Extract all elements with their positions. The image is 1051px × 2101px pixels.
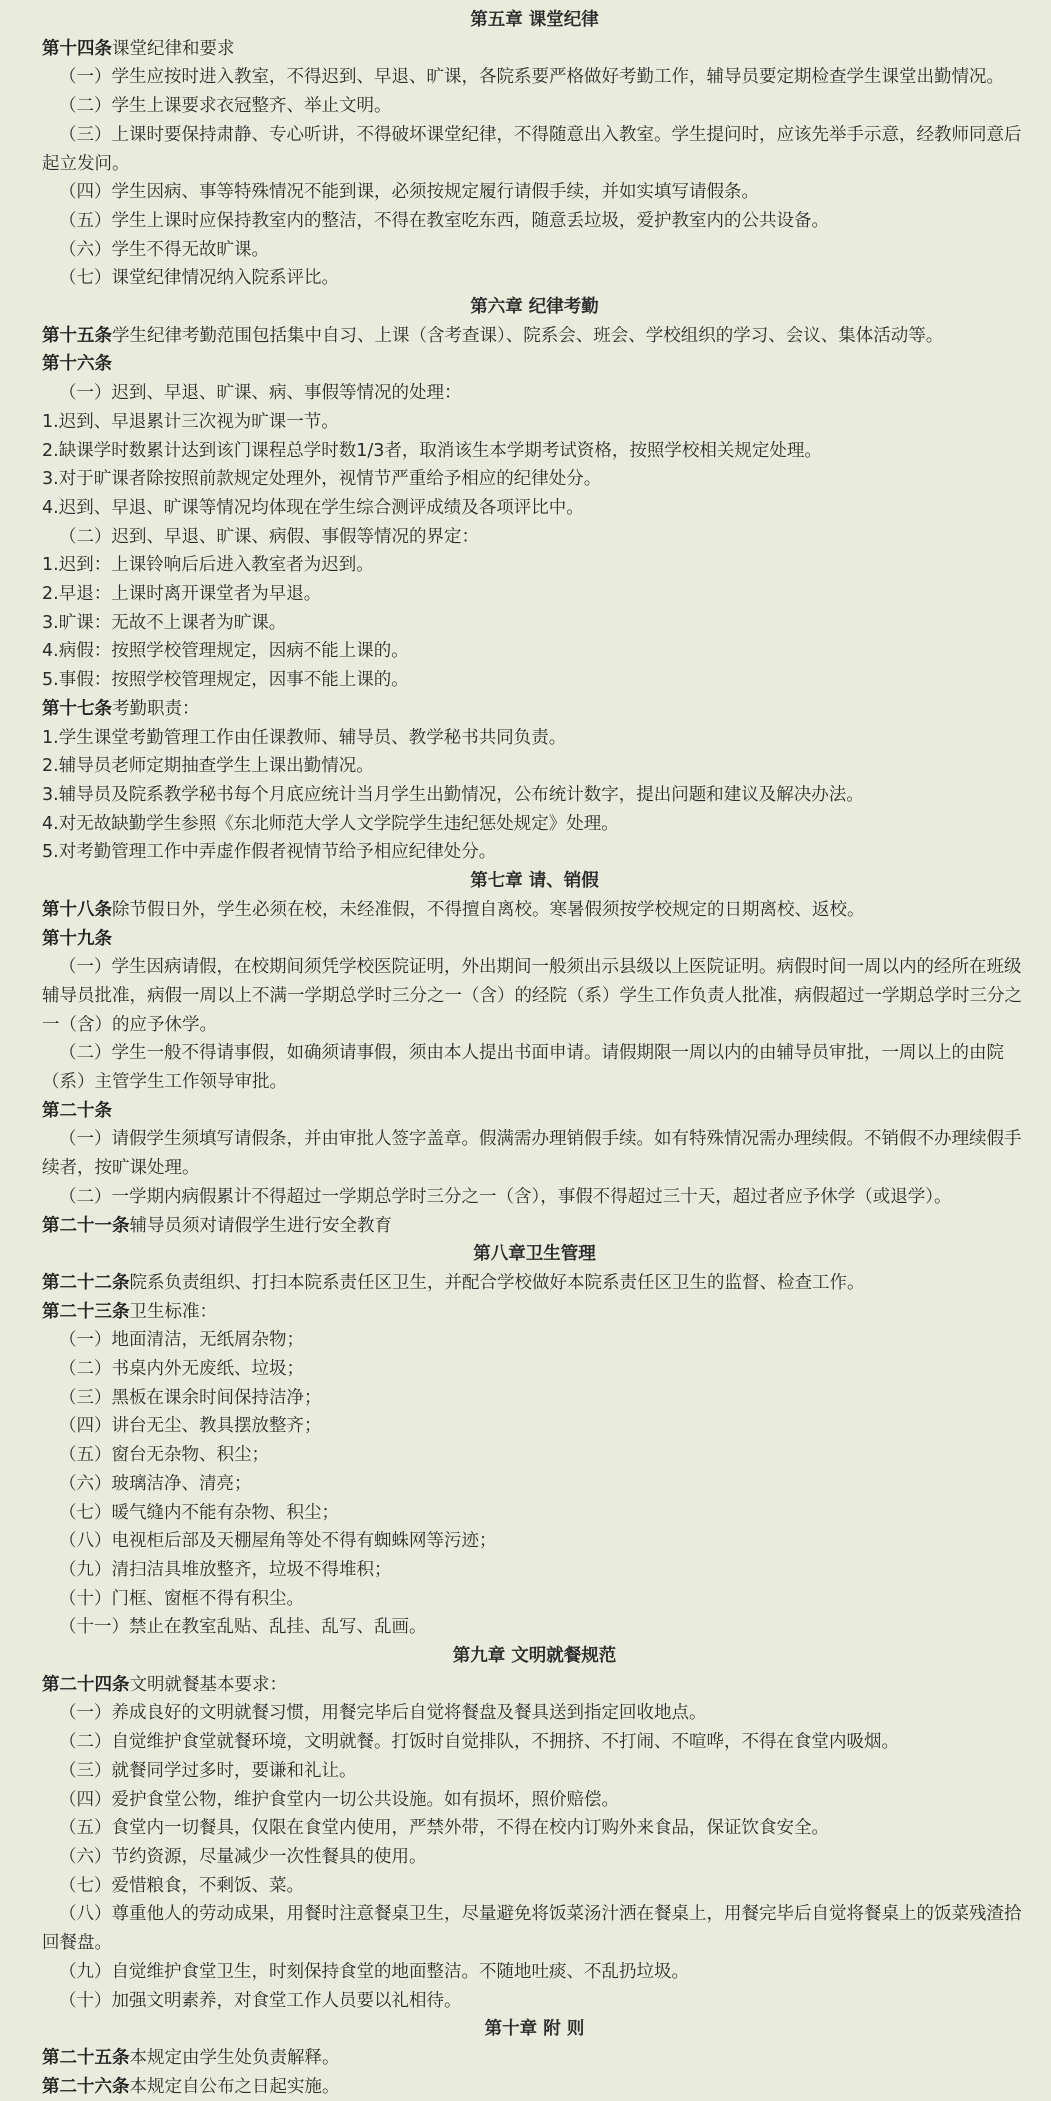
article-label: 第二十三条 <box>42 1301 130 1322</box>
article-text: 辅导员须对请假学生进行安全教育 <box>129 1215 392 1236</box>
clause-item: （八）电视柜后部及天棚屋角等处不得有蜘蛛网等污迹； <box>59 1531 497 1552</box>
clause-paragraph: （二）学生一般不得请事假，如确须请事假，须由本人提出书面申请。请假期限一周以内的由辅导员审批，一周以上的由院（系）主管学生工作领导审批。 <box>42 1043 1004 1093</box>
clause-item: （二）迟到、早退、旷课、病假、事假等情况的界定： <box>59 526 479 547</box>
article-text: 本规定由学生处负责解释。 <box>129 2047 340 2068</box>
article-label: 第十四条 <box>42 38 112 59</box>
article-label: 第二十六条 <box>42 2076 130 2097</box>
article-label: 第十八条 <box>42 899 112 920</box>
article-text: 院系负责组织、打扫本院系责任区卫生，并配合学校做好本院系责任区卫生的监督、检查工作。 <box>129 1272 865 1293</box>
article-text: 卫生标准： <box>129 1301 217 1322</box>
article-text: 课堂纪律和要求 <box>112 38 235 59</box>
chapter-heading: 第九章 文明就餐规范 <box>452 1646 617 1667</box>
clause-paragraph: （八）尊重他人的劳动成果，用餐时注意餐桌卫生，尽量避免将饭菜汤汁洒在餐桌上，用餐完毕后自觉将餐桌上的饭菜残渣拾回餐盘。 <box>42 1904 1022 1954</box>
article-label: 第二十二条 <box>42 1272 130 1293</box>
clause-item: （二）一学期内病假累计不得超过一学期总学时三分之一（含），事假不得超过三十天，超过者应予休学（或退学）。 <box>59 1186 952 1207</box>
article-label: 第十七条 <box>42 698 112 719</box>
article-line <box>42 1671 1027 1700</box>
numbered-item: 4.病假：按照学校管理规定，因病不能上课的。 <box>42 641 409 662</box>
numbered-item: 3.辅导员及院系教学秘书每个月底应统计当月学生出勤情况，公布统计数字，提出问题和建议及解决办法。 <box>42 784 864 805</box>
clause-item: （一）养成良好的文明就餐习惯，用餐完毕后自觉将餐盘及餐具送到指定回收地点。 <box>59 1703 707 1724</box>
clause-item: （十）门框、窗框不得有积尘。 <box>59 1588 304 1609</box>
clause-item: （三）就餐同学过多时，要谦和礼让。 <box>59 1760 357 1781</box>
clause-item: （十）加强文明素养，对食堂工作人员要以礼相待。 <box>59 1990 462 2011</box>
article-text: 考勤职责： <box>112 698 200 719</box>
clause-item: （四）学生因病、事等特殊情况不能到课，必须按规定履行请假手续，并如实填写请假条。 <box>59 182 759 203</box>
clause-item: （三）黑板在课余时间保持洁净； <box>59 1387 322 1408</box>
chapter-heading: 第八章卫生管理 <box>473 1244 596 1265</box>
article-label: 第十六条 <box>42 354 112 375</box>
clause-paragraph: （三）上课时要保持肃静、专心听讲，不得破坏课堂纪律，不得随意出入教室。学生提问时，应该先举手示意，经教师同意后起立发问。 <box>42 124 1022 174</box>
numbered-item: 1.迟到：上课铃响后后进入教室者为迟到。 <box>42 555 374 576</box>
article-text: 学生纪律考勤范围包括集中自习、上课（含考查课）、院系会、班会、学校组织的学习、会议、集体活动等。 <box>112 325 944 346</box>
article-text: 文明就餐基本要求： <box>129 1674 287 1695</box>
clause-item: （十一）禁止在教室乱贴、乱挂、乱写、乱画。 <box>59 1617 427 1638</box>
chapter-heading: 第十章 附 则 <box>484 2019 585 2040</box>
chapter-heading: 第六章 纪律考勤 <box>470 297 599 318</box>
clause-item: （九）清扫洁具堆放整齐，垃圾不得堆积； <box>59 1559 392 1580</box>
numbered-item: 2.早退：上课时离开课堂者为早退。 <box>42 584 322 605</box>
article-label: 第二十五条 <box>42 2047 130 2068</box>
article-line <box>42 350 1027 379</box>
article-line <box>42 322 1027 351</box>
clause-item: （二）自觉维护食堂就餐环境，文明就餐。打饭时自觉排队，不拥挤、不打闹、不喧哗，不得在食堂内吸烟。 <box>59 1732 899 1753</box>
clause-item: （九）自觉维护食堂卫生，时刻保持食堂的地面整洁。不随地吐痰、不乱扔垃圾。 <box>59 1961 689 1982</box>
clause-item: （四）爱护食堂公物，维护食堂内一切公共设施。如有损坏，照价赔偿。 <box>59 1789 619 1810</box>
chapter-heading: 第七章 请、销假 <box>470 871 599 892</box>
clause-paragraph: （一）请假学生须填写请假条，并由审批人签字盖章。假满需办理销假手续。如有特殊情况需办理续假。不销假不办理续假手续者，按旷课处理。 <box>42 1129 1022 1179</box>
numbered-item: 5.事假：按照学校管理规定，因事不能上课的。 <box>42 670 409 691</box>
article-line <box>42 1298 1027 1327</box>
article-label: 第十五条 <box>42 325 112 346</box>
clause-item: （七）课堂纪律情况纳入院系评比。 <box>59 268 339 289</box>
article-label: 第二十四条 <box>42 1674 130 1695</box>
article-line <box>42 1269 1027 1298</box>
numbered-item: 2.缺课学时数累计达到该门课程总学时数1/3者，取消该生本学期考试资格，按照学校相关规定处理。 <box>42 440 822 461</box>
clause-item: （四）讲台无尘、教具摆放整齐； <box>59 1416 322 1437</box>
article-line <box>42 896 1027 925</box>
article-line <box>42 695 1027 724</box>
clause-item: （七）暖气缝内不能有杂物、积尘； <box>59 1502 339 1523</box>
clause-item: （二）书桌内外无废纸、垃圾； <box>59 1359 304 1380</box>
clause-item: （六）学生不得无故旷课。 <box>59 239 269 260</box>
clause-item: （六）节约资源，尽量减少一次性餐具的使用。 <box>59 1847 427 1867</box>
clause-item: （一）迟到、早退、旷课、病、事假等情况的处理： <box>59 383 462 404</box>
article-text: 本规定自公布之日起实施。 <box>129 2076 340 2097</box>
numbered-item: 4.对无故缺勤学生参照《东北师范大学人文学院学生违纪惩处规定》处理。 <box>42 813 619 834</box>
article-label: 第十九条 <box>42 928 112 949</box>
clause-item: （五）窗台无杂物、积尘； <box>59 1445 269 1466</box>
article-line <box>42 925 1027 954</box>
article-label: 第二十一条 <box>42 1215 130 1236</box>
numbered-item: 1.迟到、早退累计三次视为旷课一节。 <box>42 411 339 432</box>
numbered-item: 5.对考勤管理工作中弄虚作假者视情节给予相应纪律处分。 <box>42 842 497 863</box>
article-line <box>42 1212 1027 1241</box>
article-line <box>42 2073 1027 2101</box>
article-text: 除节假日外，学生必须在校，未经准假，不得擅自离校。寒暑假须按学校规定的日期离校、返校。 <box>112 899 865 920</box>
article-label: 第二十条 <box>42 1100 112 1121</box>
article-line <box>42 1097 1027 1126</box>
numbered-item: 2.辅导员老师定期抽查学生上课出勤情况。 <box>42 756 374 777</box>
clause-item: （五）学生上课时应保持教室内的整洁，不得在教室吃东西，随意丢垃圾，爱护教室内的公共设备。 <box>59 210 829 231</box>
numbered-item: 3.对于旷课者除按照前款规定处理外，视情节严重给予相应的纪律处分。 <box>42 469 602 490</box>
clause-item: （一）学生应按时进入教室，不得迟到、早退、旷课，各院系要严格做好考勤工作，辅导员要定期检查学生课堂出勤情况。 <box>59 67 1004 88</box>
clause-paragraph: （一）学生因病请假，在校期间须凭学校医院证明，外出期间一般须出示县级以上医院证明。病假时间一周以内的经所在班级辅导员批准，病假一周以上不满一学期总学时三分之一（含）的经院（系）学生工作负责人批准，病假超过一学期总学时三分之一（含）的应予休学。 <box>42 957 1022 1035</box>
numbered-item: 4.迟到、早退、旷课等情况均体现在学生综合测评成绩及各项评比中。 <box>42 497 584 518</box>
numbered-item: 1.学生课堂考勤管理工作由任课教师、辅导员、教学秘书共同负责。 <box>42 727 567 748</box>
clause-item: （五）食堂内一切餐具，仅限在食堂内使用，严禁外带，不得在校内订购外来食品，保证饮食安全。 <box>59 1818 829 1839</box>
chapter-heading: 第五章 课堂纪律 <box>470 10 599 30</box>
article-line <box>42 35 1027 64</box>
clause-item: （七）爱惜粮食，不剩饭、菜。 <box>59 1875 304 1896</box>
clause-item: （一）地面清洁，无纸屑杂物； <box>59 1330 304 1351</box>
numbered-item: 3.旷课：无故不上课者为旷课。 <box>42 612 287 633</box>
clause-item: （六）玻璃洁净、清亮； <box>59 1473 252 1494</box>
clause-item: （二）学生上课要求衣冠整齐、举止文明。 <box>59 96 392 117</box>
article-line <box>42 2044 1027 2073</box>
